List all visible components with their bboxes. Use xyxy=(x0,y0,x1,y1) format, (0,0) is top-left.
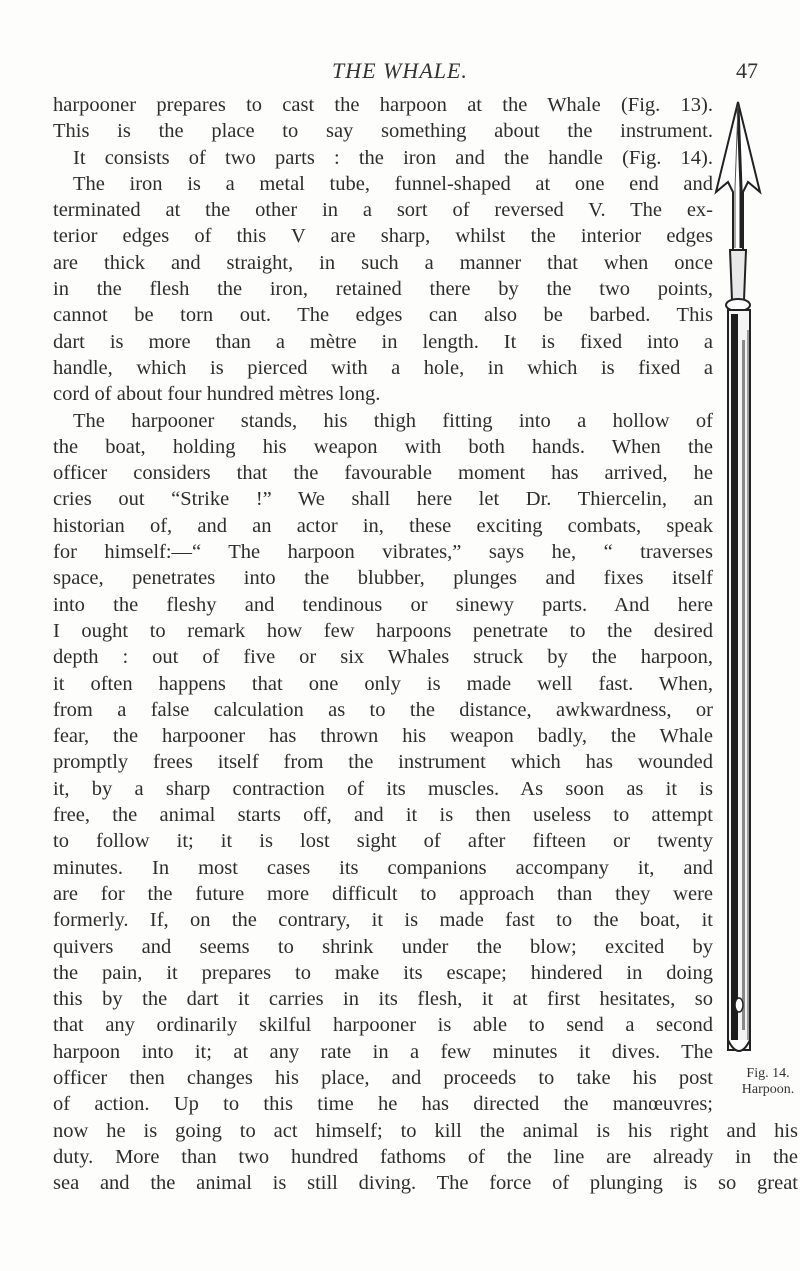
text-line: that any ordinarily skilful harpooner is able to send a second xyxy=(53,1014,713,1037)
text-line: free, the animal starts off, and it is then useless to attempt xyxy=(53,804,713,827)
running-head xyxy=(0,58,800,86)
text-line: space, penetrates into the blubber, plunges and fixes itself xyxy=(53,567,713,590)
text-line: historian of, and an actor in, these exciting combats, speak xyxy=(53,514,713,537)
text-line: for himself:—“ The harpoon vibrates,” says he, “ traverses xyxy=(53,541,713,564)
text-line: terior edges of this V are sharp, whilst the interior edges xyxy=(53,225,713,248)
text-line: of action. Up to this time he has directed the manœuvres; xyxy=(53,1093,713,1116)
text-line: quivers and seems to shrink under the blow; excited by xyxy=(53,935,713,958)
text-line: this by the dart it carries in its flesh, it at first hesitates, so xyxy=(53,988,713,1011)
text-line: sea and the animal is still diving. The force of plunging is so great xyxy=(53,1172,798,1195)
page-number: 47 xyxy=(736,58,758,83)
text-line: officer considers that the favourable moment has arrived, he xyxy=(53,462,713,485)
body-text xyxy=(53,92,798,1196)
text-line: from a false calculation as to the distance, awkwardness, or xyxy=(53,698,713,721)
text-line: I ought to remark how few harpoons penetrate to the desired xyxy=(53,619,713,642)
text-line: it often happens that one only is made well fast. When, xyxy=(53,672,713,695)
text-line: terminated at the other in a sort of reversed V. The ex- xyxy=(53,199,713,222)
text-line: harpoon into it; at any rate in a few minutes it dives. The xyxy=(53,1040,713,1063)
text-line: fear, the harpooner has thrown his weapon badly, the Whale xyxy=(53,725,713,748)
text-line: handle, which is pierced with a hole, in which is fixed a xyxy=(53,356,713,379)
text-line: into the fleshy and tendinous or sinewy parts. And here xyxy=(53,593,713,616)
text-line: cord of about four hundred mètres long. xyxy=(53,383,381,406)
text-line: the pain, it prepares to make its escape; hindered in doing xyxy=(53,961,713,984)
text-line: it, by a sharp contraction of its muscles. As soon as it is xyxy=(53,777,713,800)
text-line: cannot be torn out. The edges can also be barbed. This xyxy=(53,304,713,327)
text-line: the boat, holding his weapon with both hands. When the xyxy=(53,435,713,458)
text-line: dart is more than a mètre in length. It is fixed into a xyxy=(53,330,713,353)
figure-number: Fig. 14. xyxy=(746,1066,790,1081)
text-line: The iron is a metal tube, funnel-shaped at one end and xyxy=(73,172,713,195)
text-line: now he is going to act himself; to kill the animal is his right and his xyxy=(53,1119,798,1142)
text-line: are thick and straight, in such a manner that when once xyxy=(53,251,713,274)
figure-title: Harpoon. xyxy=(741,1082,795,1097)
running-title: THE WHALE. xyxy=(332,58,468,83)
text-line: minutes. In most cases its companions accompany it, and xyxy=(53,856,713,879)
text-line: officer then changes his place, and proceeds to take his post xyxy=(53,1066,713,1089)
text-line: depth : out of five or six Whales struck by the harpoon, xyxy=(53,646,713,669)
harpoon-illustration xyxy=(708,100,768,1060)
figure-caption xyxy=(738,1066,798,1098)
text-line: It consists of two parts : the iron and the handle (Fig. 14). xyxy=(73,146,713,169)
text-line: This is the place to say something about the instrument. xyxy=(53,120,713,143)
text-line: duty. More than two hundred fathoms of the line are already in the xyxy=(53,1145,798,1168)
text-line: cries out “Strike !” We shall here let Dr. Thiercelin, an xyxy=(53,488,713,511)
text-line: are for the future more difficult to approach than they were xyxy=(53,882,713,905)
text-line: in the flesh the iron, retained there by the two points, xyxy=(53,278,713,301)
text-line: formerly. If, on the contrary, it is made fast to the boat, it xyxy=(53,909,713,932)
text-line: The harpooner stands, his thigh fitting into a hollow of xyxy=(73,409,713,432)
text-line: harpooner prepares to cast the harpoon at the Whale (Fig. 13). xyxy=(53,94,713,116)
text-line: to follow it; it is lost sight of after fifteen or twenty xyxy=(53,830,713,853)
text-line: promptly frees itself from the instrument which has wounded xyxy=(53,751,713,774)
